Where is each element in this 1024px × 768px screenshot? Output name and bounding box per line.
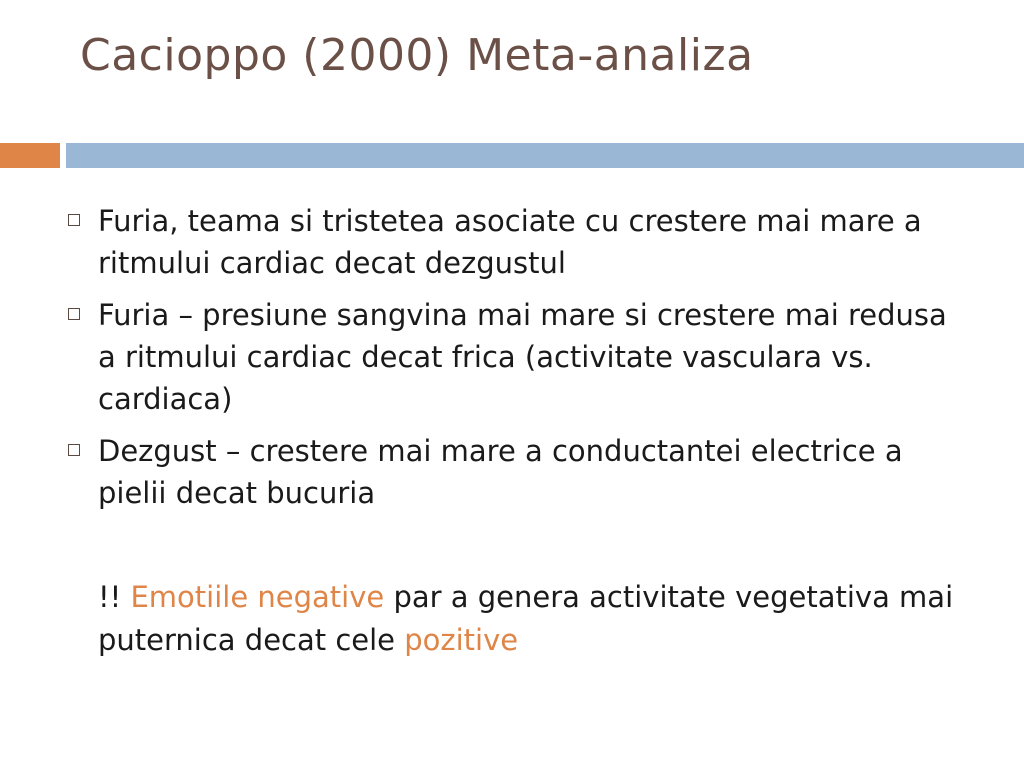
- bullet-text: Dezgust – crestere mai mare a conductantei electrice a pielii decat bucuria: [98, 434, 903, 510]
- square-bullet-icon: [68, 444, 80, 456]
- bullet-item: [64, 430, 964, 514]
- bullet-item: [64, 200, 964, 284]
- note-highlight-positive: pozitive: [404, 623, 519, 657]
- square-bullet-icon: [68, 308, 80, 320]
- bullet-text: Furia, teama si tristetea asociate cu crestere mai mare a ritmului cardiac decat dezgustul: [98, 204, 922, 280]
- note-middle: par a genera activitate vegetativa mai puternica decat cele: [98, 580, 954, 657]
- note-prefix: !!: [98, 580, 131, 614]
- bullet-text: Furia – presiune sangvina mai mare si crestere mai redusa a ritmului cardiac decat frica (activitate vasculara vs. cardiaca): [98, 298, 947, 416]
- conclusion-note: [64, 576, 964, 662]
- bullet-item: [64, 294, 964, 420]
- note-highlight-negative: Emotiile negative: [130, 580, 385, 614]
- square-bullet-icon: [68, 214, 80, 226]
- accent-bar-blue: [66, 143, 1024, 168]
- accent-bar-orange: [0, 143, 60, 168]
- slide-content: [64, 200, 964, 662]
- slide-title: Cacioppo (2000) Meta-analiza: [80, 30, 754, 81]
